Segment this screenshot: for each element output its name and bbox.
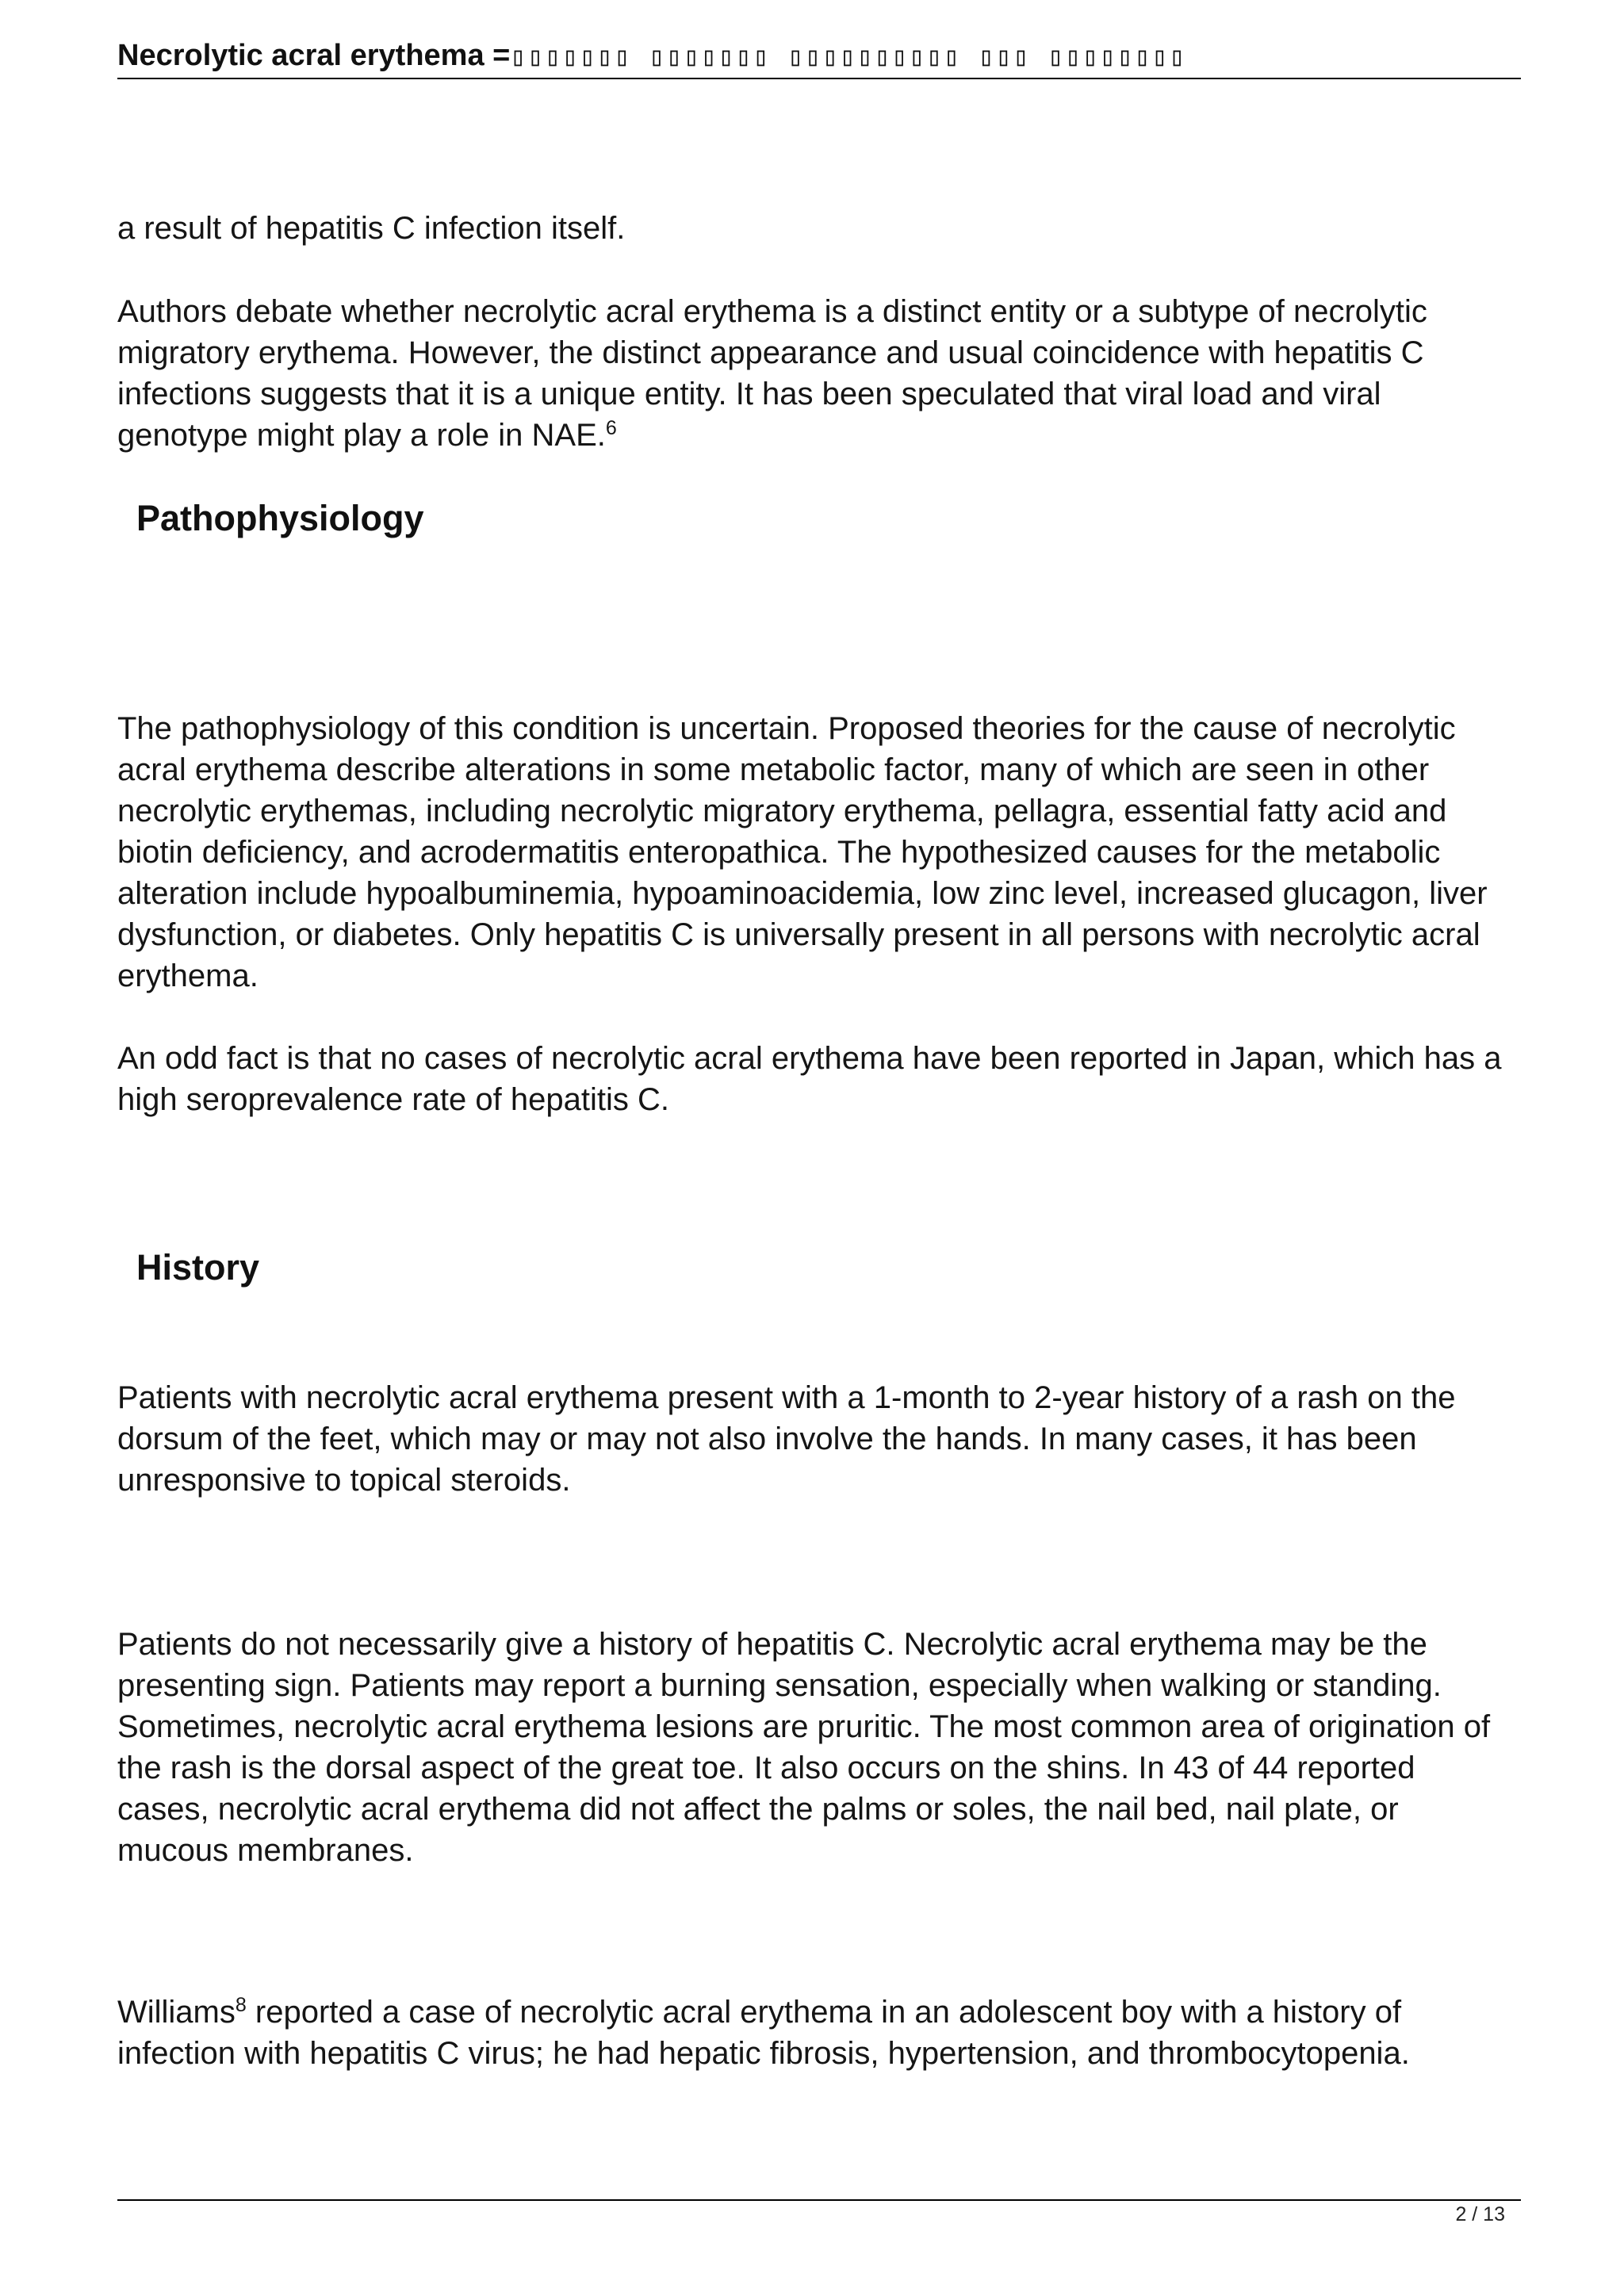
paragraph-pathophysiology (117, 708, 1513, 997)
reference-superscript: 8 (235, 1994, 247, 2016)
heading-pathophysiology: Pathophysiology (136, 498, 424, 538)
heading-history: History (136, 1247, 260, 1288)
paragraph-text: Authors debate whether necrolytic acral erythema is a distinct entity or a subtype of necrolytic migratory erythema. However, the distinct appearance and usual coincidence with hepatitis C infections suggests that it is a unique entity. It has been speculated that viral load and viral genotype might play a role in NAE. (117, 294, 1427, 453)
paragraph-text: The pathophysiology of this condition is uncertain. Proposed theories for the cause of necrolytic acral erythema describe alterations in some metabolic factor, many of which are seen in other necrolytic erythemas, including necrolytic migratory erythema, pellagra, essential fatty acid and biotin deficiency, and acrodermatitis enteropathica. The hypothesized causes for the metabolic alteration include hypoalbuminemia, hypoaminoacidemia, low zinc level, increased glucagon, liver dysfunction, or diabetes. Only hepatitis C is universally present in all persons with necrolytic acral erythema. (117, 711, 1488, 993)
paragraph-text: An odd fact is that no cases of necrolytic acral erythema have been reported in Japan, which has a high seroprevalence rate of hepatitis C. (117, 1041, 1502, 1117)
footer-rule (117, 2199, 1521, 2201)
paragraph-williams-case (117, 1992, 1513, 2074)
paragraph-text: a result of hepatitis C infection itself. (117, 211, 626, 246)
paragraph-text: Patients with necrolytic acral erythema present with a 1-month to 2-year history of a rash on the dorsum of the feet, which may or may not also involve the hands. In many cases, it has been unresponsive to topical steroids. (117, 1380, 1456, 1498)
paragraph-text: Patients do not necessarily give a history of hepatitis C. Necrolytic acral erythema may be the presenting sign. Patients may report a burning sensation, especially when walking or standing. Sometimes, necrolytic acral erythema lesions are pruritic. The most common area of origination of the rash is the dorsal aspect of the great toe. It also occurs on the shins. In 43 of 44 reported cases, necrolytic acral erythema did not affect the palms or soles, the nail bed, nail plate, or mucous membranes. (117, 1627, 1491, 1868)
page-header (117, 35, 1521, 79)
author-name: Williams (117, 1995, 236, 2030)
paragraph-text: reported a case of necrolytic acral erythema in an adolescent boy with a history of infection with hepatitis C virus; he had hepatic fibrosis, hypertension, and thrombocytopenia. (117, 1995, 1410, 2071)
document-title-text: Necrolytic acral erythema = (117, 39, 511, 72)
paragraph-continuation (117, 208, 1513, 249)
document-title-missing-glyphs: ▯▯▯▯▯▯▯ ▯▯▯▯▯▯▯ ▯▯▯▯▯▯▯▯▯▯ ▯▯▯ ▯▯▯▯▯▯▯▯ (510, 40, 1187, 71)
reference-superscript: 6 (605, 417, 617, 439)
page-number: 2 / 13 (1455, 2203, 1505, 2225)
paragraph-entity-debate (117, 291, 1513, 456)
paragraph-history-presentation (117, 1377, 1513, 1501)
paragraph-japan (117, 1038, 1513, 1120)
document-title (117, 38, 1186, 74)
paragraph-history-symptoms (117, 1624, 1513, 1871)
